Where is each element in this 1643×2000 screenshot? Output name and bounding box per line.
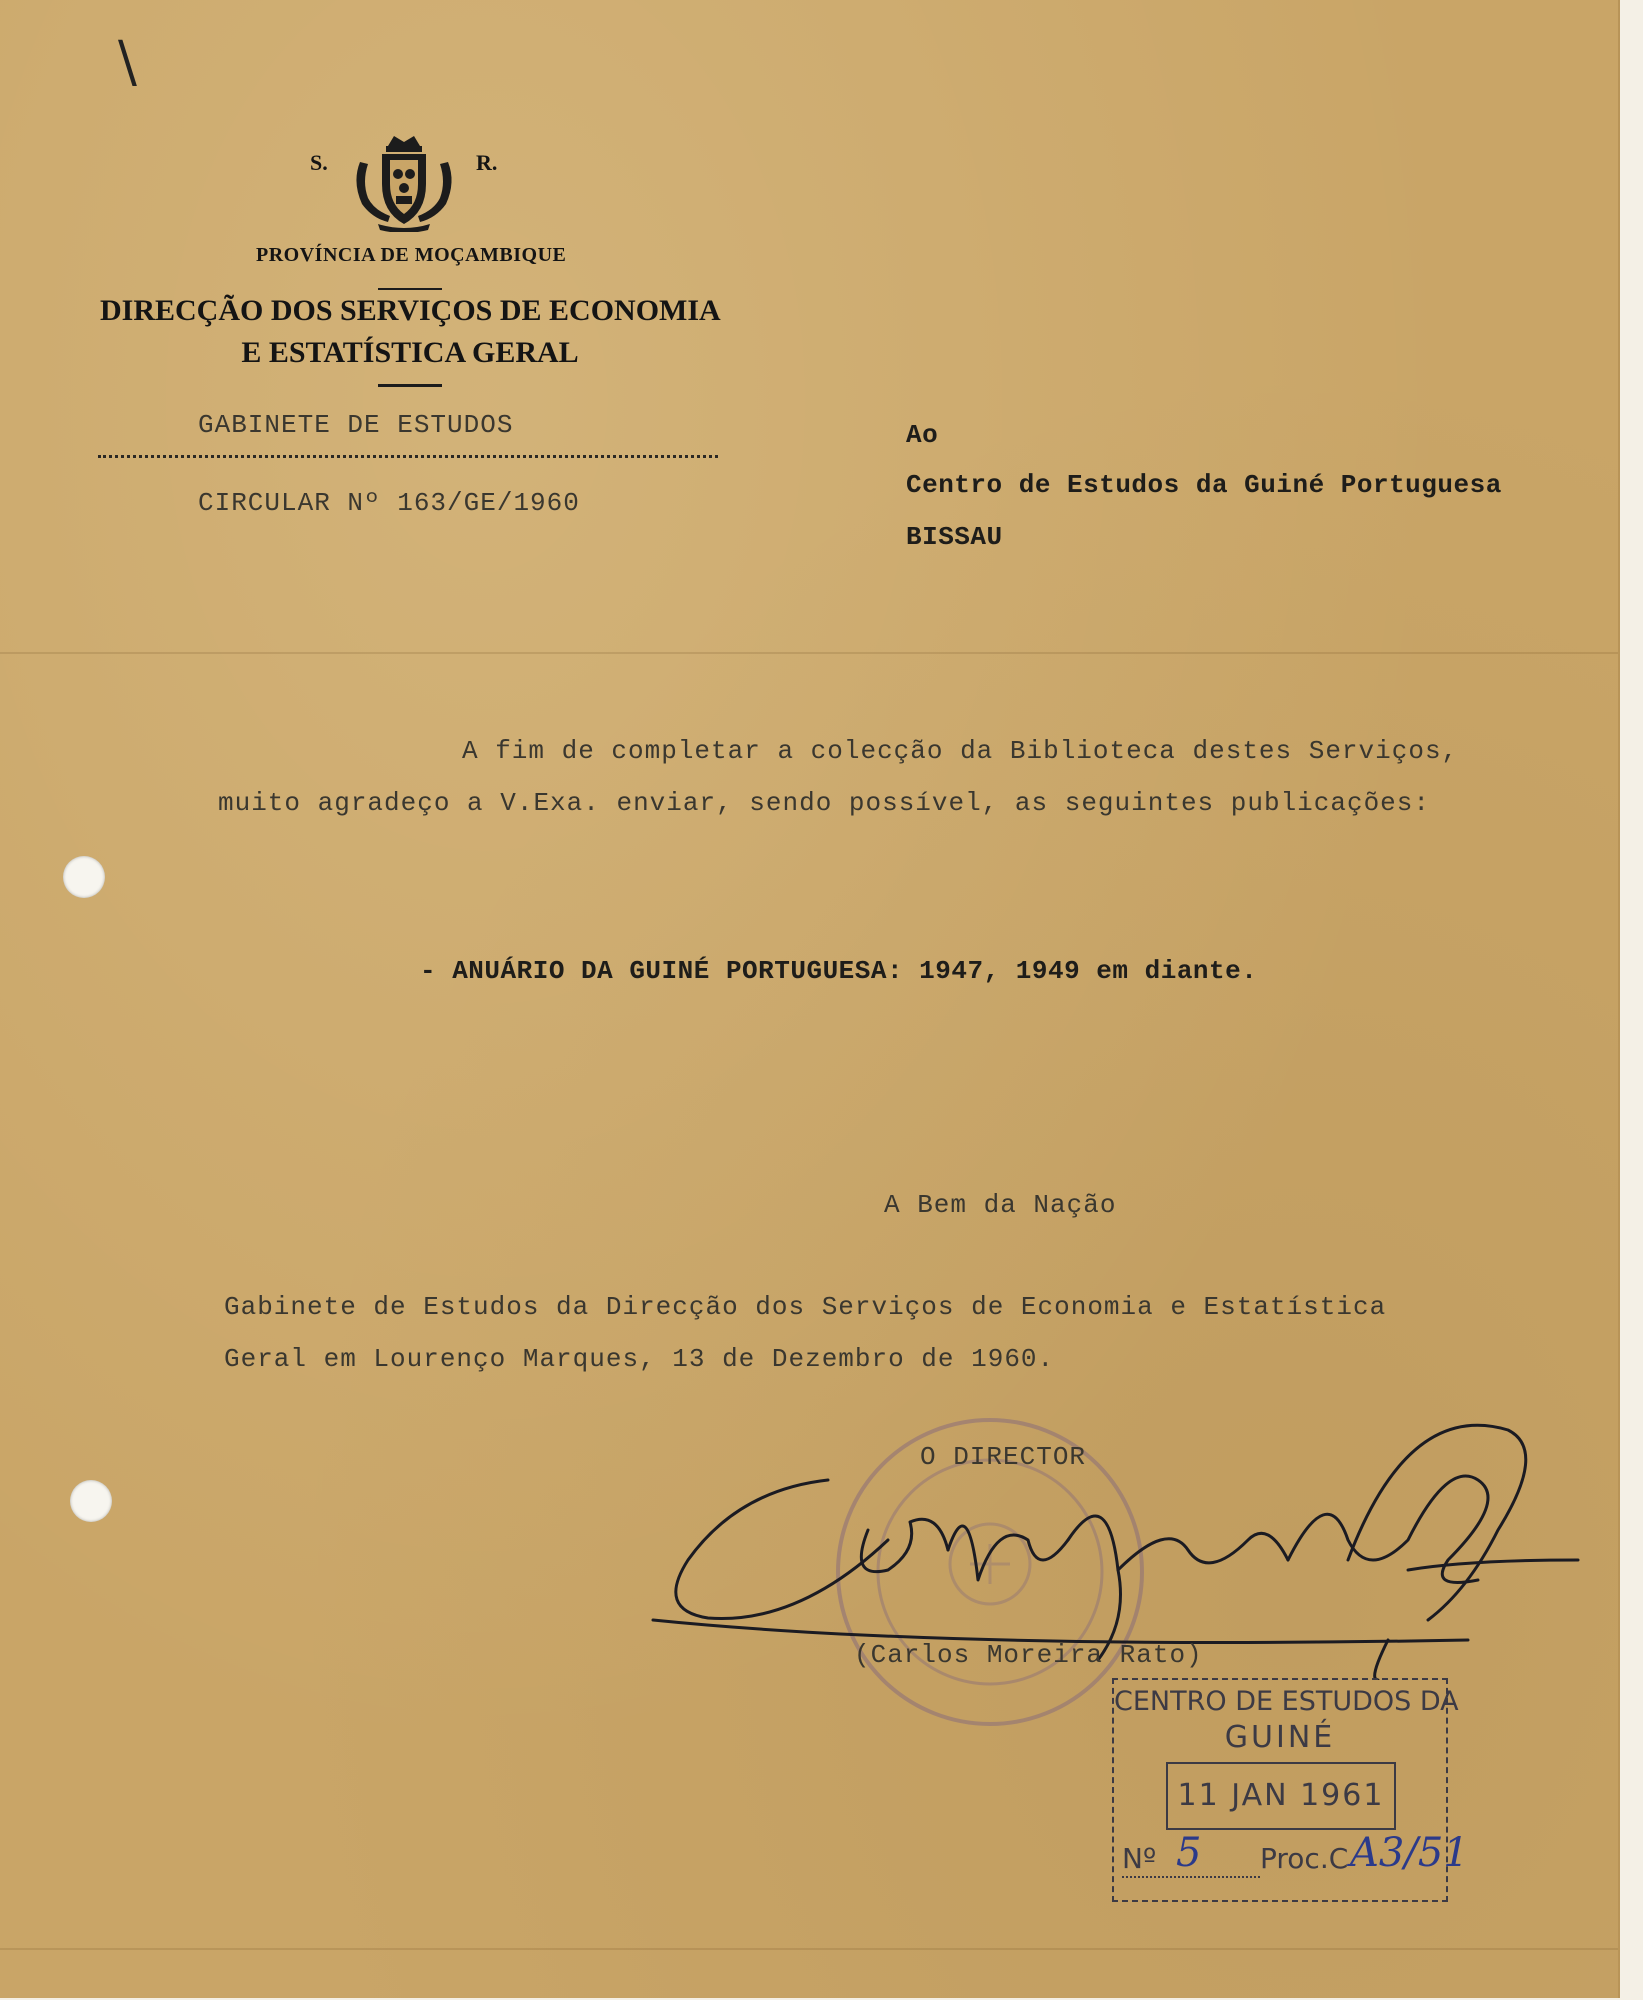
stamp-date-box bbox=[1166, 1762, 1396, 1830]
stamp-line: CENTRO DE ESTUDOS DA bbox=[1114, 1686, 1459, 1717]
province-name: PROVÍNCIA DE MOÇAMBIQUE bbox=[256, 244, 567, 266]
body-line: A fim de completar a colecção da Biblioteca destes Serviços, bbox=[462, 736, 1459, 766]
initial-right: R. bbox=[476, 150, 498, 175]
signatory-title: O DIRECTOR bbox=[920, 1442, 1087, 1472]
place-date-line: Geral em Lourenço Marques, 13 de Dezembro de 1960. bbox=[224, 1344, 1055, 1374]
stamp-number-label: Nº bbox=[1122, 1842, 1157, 1875]
margin-mark: \ bbox=[118, 30, 137, 95]
dotted-rule bbox=[1122, 1876, 1260, 1878]
stamp-proc-label: Proc.C bbox=[1260, 1842, 1349, 1875]
dotted-rule bbox=[98, 455, 718, 458]
closing-motto: A Bem da Nação bbox=[884, 1190, 1117, 1220]
stamp-date: 11 JAN 1961 bbox=[1177, 1778, 1385, 1813]
office-name: GABINETE DE ESTUDOS bbox=[198, 410, 514, 440]
recipient-salutation: Ao bbox=[906, 420, 939, 450]
stamp-proc-handwritten: A3/51 bbox=[1350, 1830, 1469, 1876]
circular-number: CIRCULAR Nº 163/GE/1960 bbox=[198, 488, 580, 518]
divider bbox=[378, 288, 442, 290]
fold-line bbox=[0, 652, 1618, 654]
recipient-name: Centro de Estudos da Guiné Portuguesa bbox=[906, 470, 1502, 500]
divider bbox=[378, 384, 442, 387]
coat-of-arms-icon bbox=[348, 132, 460, 232]
body-line: muito agradeço a V.Exa. enviar, sendo possível, as seguintes publicações: bbox=[218, 788, 1430, 818]
stamp-line: GUINÉ bbox=[1224, 1720, 1336, 1755]
stamp-number-handwritten: 5 bbox=[1176, 1830, 1202, 1876]
fold-line bbox=[0, 1948, 1618, 1950]
department-name: DIRECÇÃO DOS SERVIÇOS DE ECONOMIA bbox=[100, 294, 721, 327]
initial-left: S. bbox=[310, 150, 328, 175]
department-name-line2: E ESTATÍSTICA GERAL bbox=[241, 336, 579, 369]
signatory-name: (Carlos Moreira Rato) bbox=[854, 1640, 1203, 1670]
publication-item: - ANUÁRIO DA GUINÉ PORTUGUESA: 1947, 1949 em diante. bbox=[420, 956, 1258, 986]
punch-hole bbox=[63, 856, 105, 898]
punch-hole bbox=[70, 1480, 112, 1522]
receipt-stamp bbox=[1112, 1678, 1469, 1902]
place-date-line: Gabinete de Estudos da Direcção dos Serviços de Economia e Estatística bbox=[224, 1292, 1387, 1322]
recipient-city: BISSAU bbox=[906, 522, 1003, 552]
